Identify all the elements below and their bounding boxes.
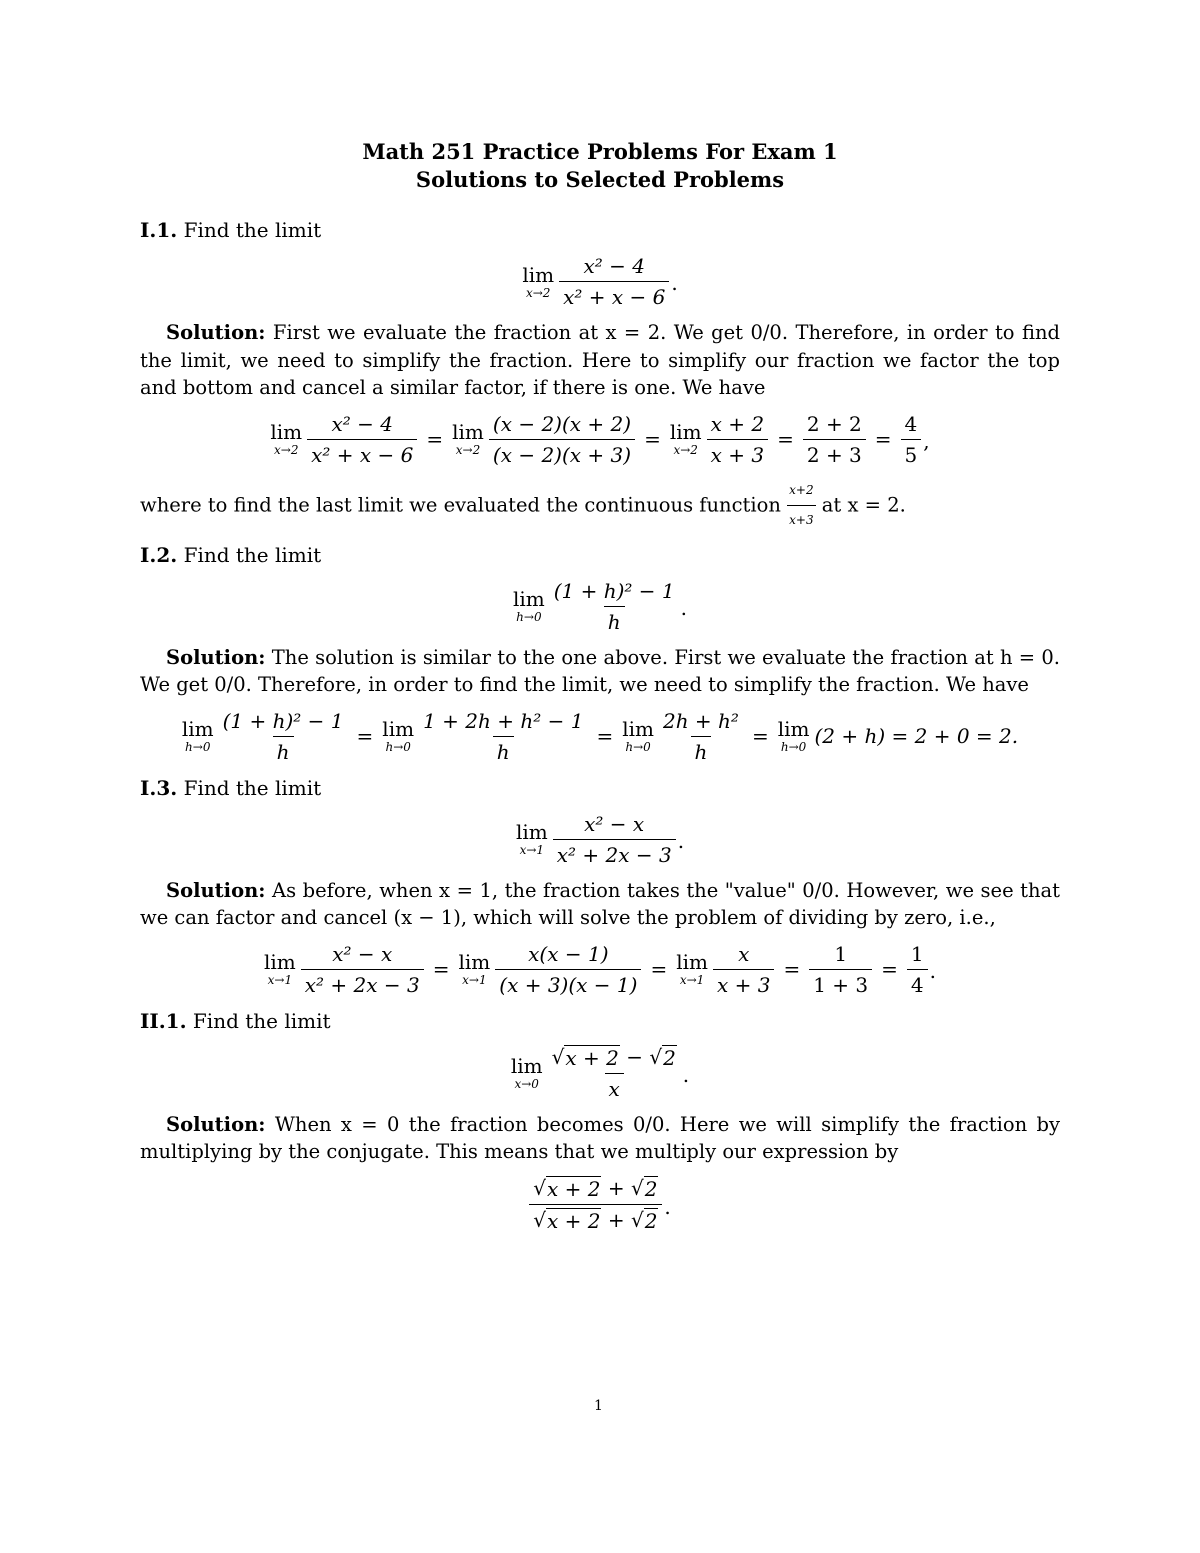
problem-expression: lim x→1 $\frac{\text{x² − x}}{\text{x² + 2x − 3}}$ . <box>515 811 685 867</box>
fraction: $\frac{\text{x² − 4}}{\text{x² + x − 6}}$ <box>559 254 669 309</box>
problem-expression: lim x→2 $\frac{\text{x² − 4}}{\text{x² + x − 6}}$ . <box>522 254 678 309</box>
sqrt-symbol: √ 2 <box>649 1044 676 1070</box>
sqrt-symbol: √ x + 2 <box>551 1044 619 1070</box>
problem-heading <box>140 541 1060 569</box>
solution-equation: lim x→1 $\frac{\text{x² − x}}{\text{x² + 2x − 3}}$ = lim x→1 $\frac{x(x - 1)}{(x + 3)(x - 1)}$ = lim x→1 $\frac{x}{x + 3}$ = $\frac{1}{1 + 3}$ = $\frac{1}{4}$ . <box>263 941 936 997</box>
problem-prompt: Find the limit <box>183 218 322 242</box>
solution-text: Solution: When x = 0 the fraction becomes 0/0. Here we will simplify the fraction by multiplying by the conjugate. This means that we multiply our expression by <box>140 1112 1060 1163</box>
title-line-1: Math 251 Practice Problems For Exam 1 <box>362 139 838 164</box>
title-line-2: Solutions to Selected Problems <box>415 167 785 192</box>
page-number: 1 <box>594 1398 603 1414</box>
solution-equation: lim x→2 $\frac{\text{x² − 4}}{\text{x² + x − 6}}$ = lim x→2 $\frac{(x - 2)(x + 2)}{(x - 2)(x + 3)}$ = lim x→2 $\frac{x + 2}{x + 3}$ = $\frac{2 + 2}{2 + 3}$ = $\frac{4}{5}$ , <box>270 411 930 467</box>
document-title <box>140 138 1060 194</box>
solution-equation: lim h→0 $\frac{\text{(1 + h)² − 1}}{h}$ = lim h→0 $\frac{\text{1 + 2h + h² − 1}}{h}$ = lim h→0 $\frac{\text{2h + h²}}{h}$ = lim h→0 (2 + h) = 2 + 0 = 2. <box>181 708 1019 764</box>
problem-label: I.3. <box>140 775 178 800</box>
problem-prompt: Find the limit <box>183 775 322 800</box>
problem-heading <box>140 774 1060 802</box>
solution-text: Solution: The solution is similar to the one above. First we evaluate the fraction at h = 0. We get 0/0. Therefore, in order to find the limit, we need to simplify the fraction. We have <box>140 645 1061 696</box>
problem-prompt: Find the limit <box>192 1008 331 1033</box>
page <box>140 138 1060 1243</box>
conjugate-expression: √ x + 2 + √ 2 √ x + 2 + √ 2 . <box>140 1176 1060 1233</box>
problem-heading <box>140 216 1060 244</box>
solution-note: where to find the last limit we evaluated the continuous function $\frac{x+2}{x+3}$ at x = 2. <box>140 477 1060 535</box>
solution-text: Solution: First we evaluate the fraction at x = 2. We get 0/0. Therefore, in order to find the limit, we need to simplify the fraction. Here to simplify our fraction we factor the top and bottom and cancel a similar factor, if there is one. We have <box>140 321 1060 399</box>
problem-expression: lim h→0 $\frac{\text{(1 + h)² − 1}}{h}$ . <box>512 578 688 634</box>
solution-text: Solution: As before, when x = 1, the fraction takes the "value" 0/0. However, we see that we can factor and cancel (x − 1), which will solve the problem of dividing by zero, i.e., <box>140 878 1060 929</box>
problem-label: I.1. <box>140 218 178 242</box>
problem-prompt: Find the limit <box>183 542 322 567</box>
limit-operator: lim x→2 <box>522 262 555 300</box>
problem-heading <box>140 1007 1060 1035</box>
problem-label: II.1. <box>140 1008 187 1033</box>
problem-label: I.2. <box>140 542 178 567</box>
problem-expression: lim x→0 √ x + 2 − √ 2 x . <box>510 1044 690 1101</box>
